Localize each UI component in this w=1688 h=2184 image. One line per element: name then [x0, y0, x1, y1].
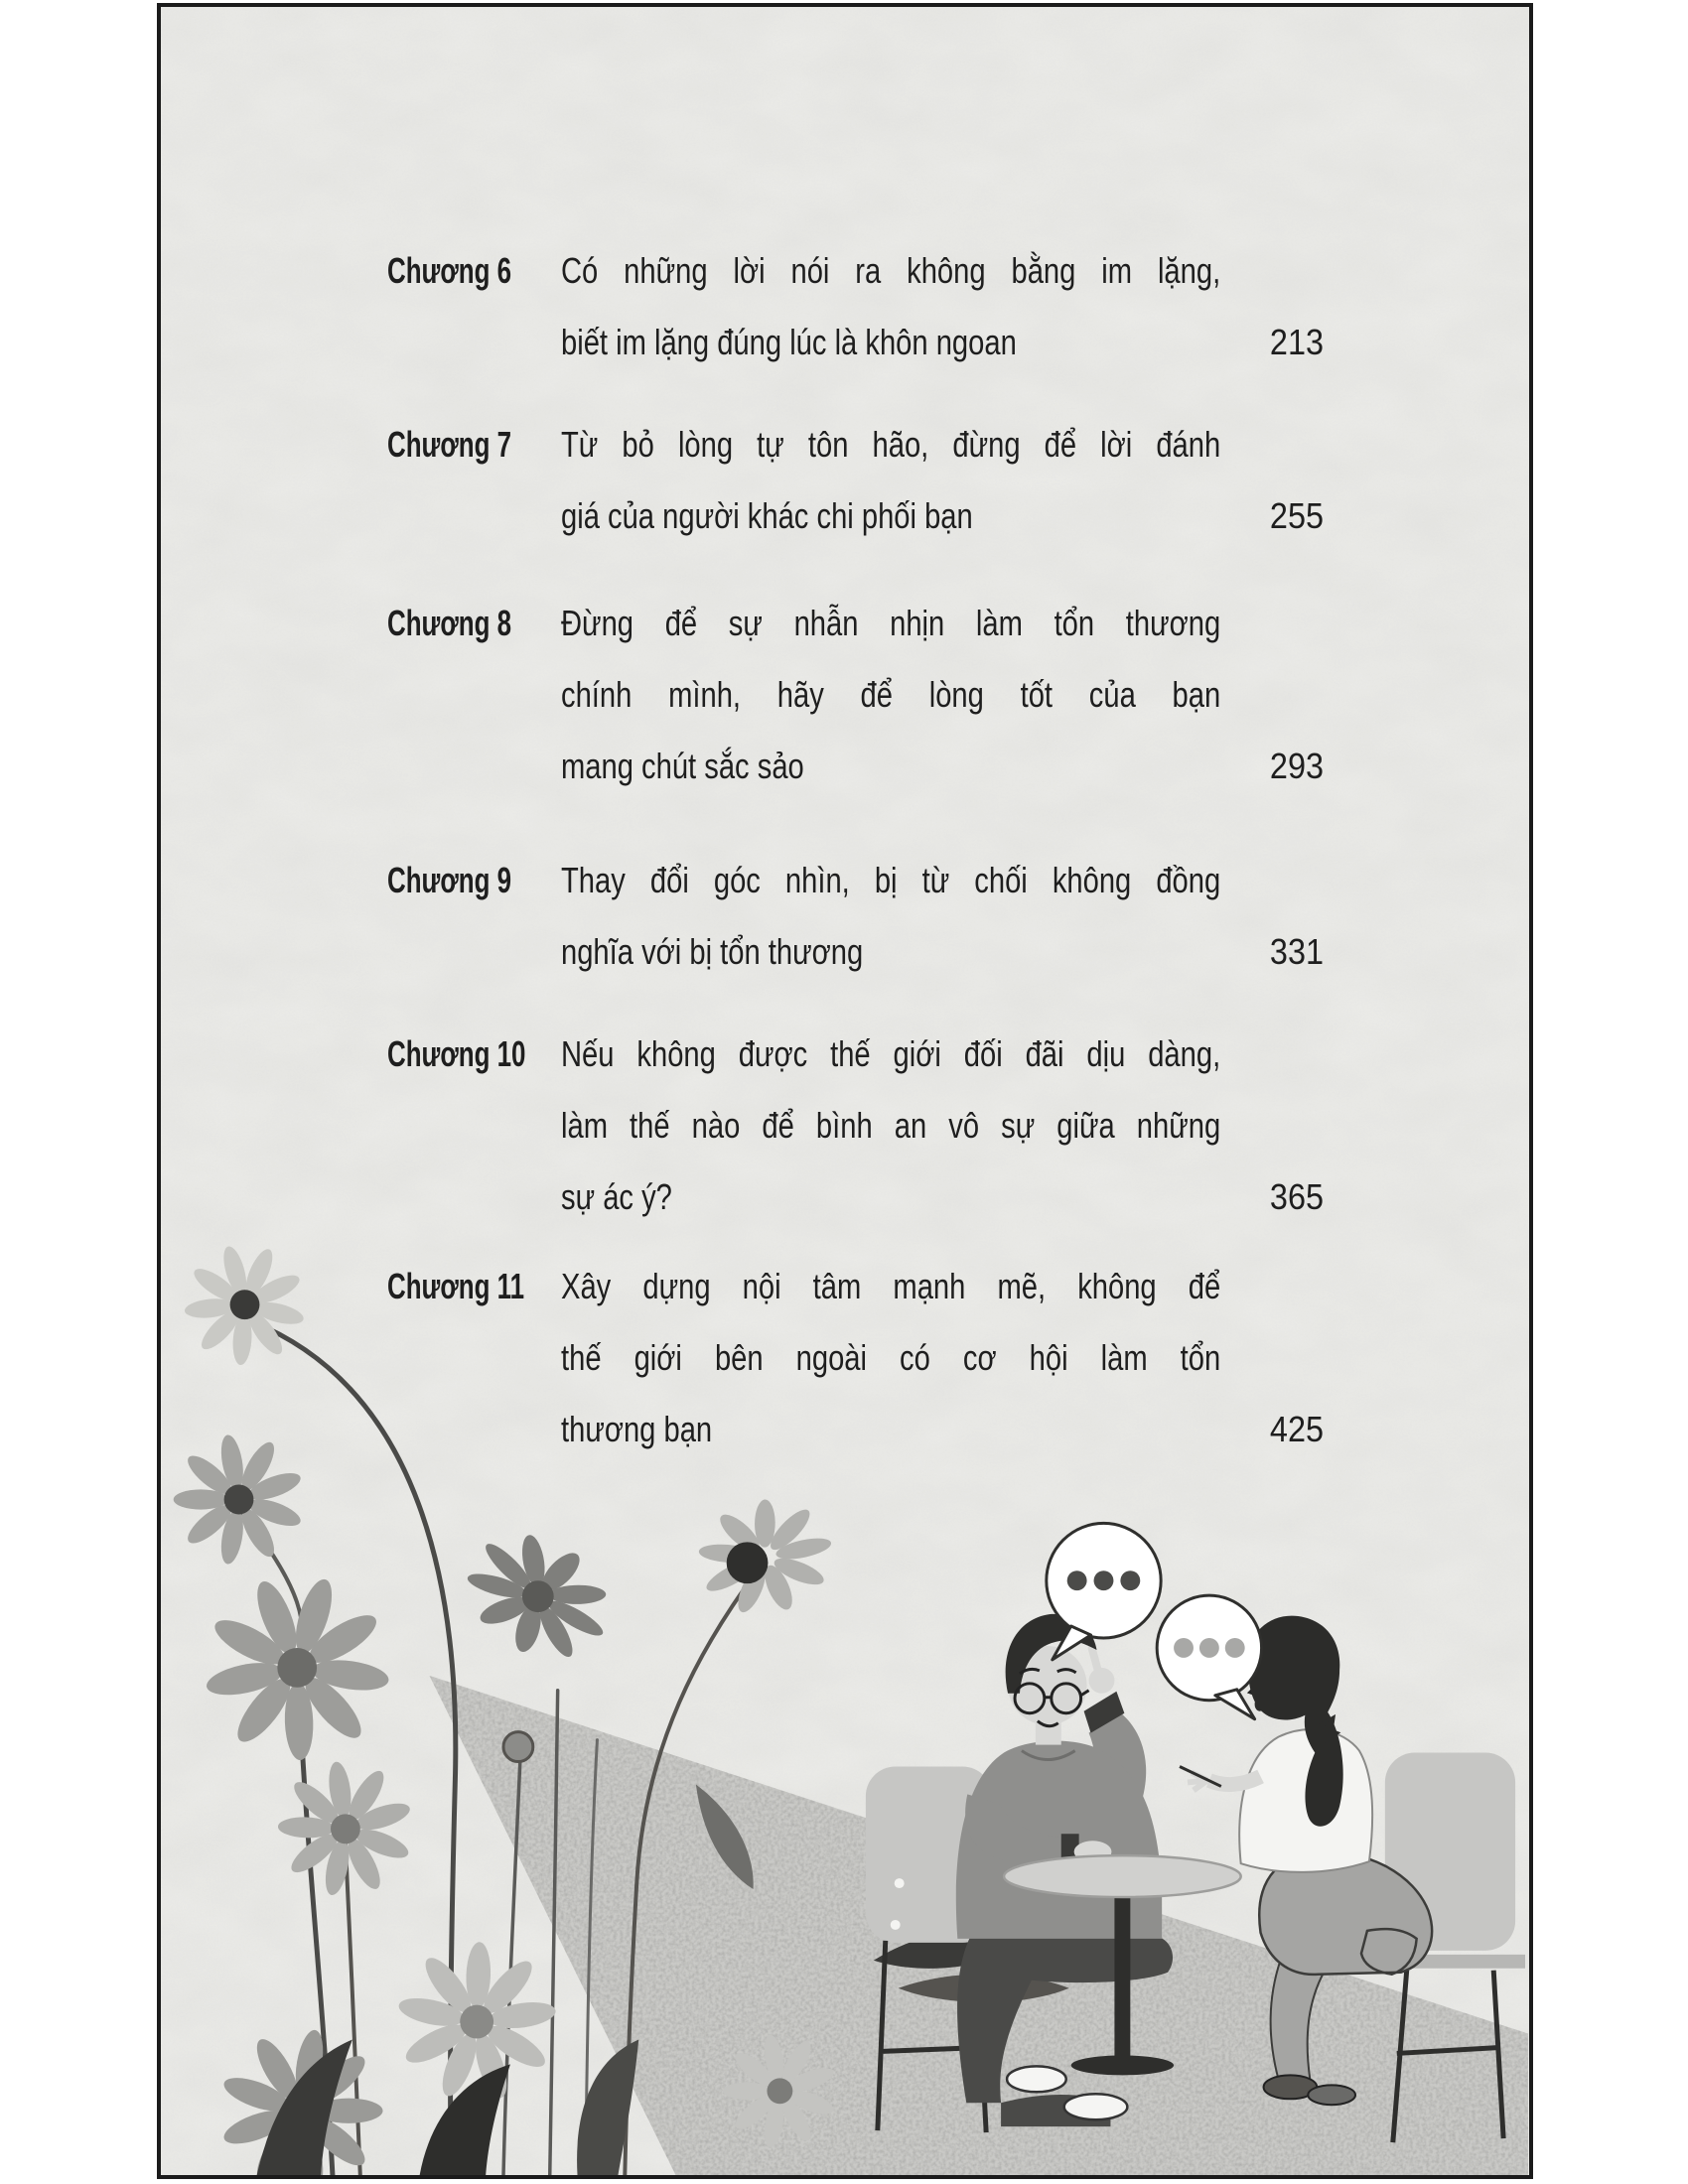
chapter-title-line: Xây dựng nội tâm mạnh mẽ, không để [561, 1266, 1221, 1306]
toc-entry [387, 588, 1324, 802]
chapter-title [561, 1251, 1220, 1465]
chapter-title-line: làm thế nào để bình an vô sự giữa những [561, 1105, 1221, 1146]
chapter-title-line: thương bạn [561, 1409, 713, 1449]
chapter-title-line: sự ác ý? [561, 1176, 672, 1217]
chapter-title [561, 235, 1220, 378]
chapter-title-line: chính mình, hãy để lòng tốt của bạn [561, 674, 1221, 715]
chapter-label: Chương 10 [387, 1033, 526, 1074]
chapter-page-number: 293 [1269, 746, 1324, 786]
chapter-title-line: Đừng để sự nhẫn nhịn làm tổn thương [561, 603, 1221, 643]
chapter-page-number: 365 [1269, 1176, 1324, 1217]
toc-entry [387, 409, 1324, 552]
chapter-page-number: 425 [1269, 1409, 1324, 1449]
chapter-title-line: biết im lặng đúng lúc là khôn ngoan [561, 322, 1017, 362]
chapter-label: Chương 7 [387, 424, 512, 465]
chapter-title-line: mang chút sắc sảo [561, 746, 804, 786]
chapter-page-number: 213 [1269, 322, 1324, 362]
chapter-label: Chương 11 [387, 1266, 525, 1306]
chapter-title [561, 1019, 1220, 1233]
chapter-title-line: giá của người khác chi phối bạn [561, 495, 973, 536]
toc-entry [387, 1019, 1324, 1233]
toc-entry [387, 1251, 1324, 1465]
chapter-page-number: 331 [1269, 931, 1324, 972]
chapter-label: Chương 8 [387, 603, 512, 643]
chapter-title-line: Nếu không được thế giới đối đãi dịu dàng, [561, 1033, 1221, 1074]
chapter-title-line: Có những lời nói ra không bằng im lặng, [561, 250, 1221, 291]
chapter-title [561, 588, 1220, 802]
chapter-label: Chương 6 [387, 250, 512, 291]
chapter-title [561, 409, 1220, 552]
toc-entry [387, 845, 1324, 988]
chapter-title-line: Từ bỏ lòng tự tôn hão, đừng để lời đánh [561, 424, 1221, 465]
chapter-page-number: 255 [1269, 495, 1324, 536]
chapter-title-line: thế giới bên ngoài có cơ hội làm tổn [561, 1337, 1221, 1378]
toc-entry [387, 235, 1324, 378]
chapter-title [561, 845, 1220, 988]
chapter-title-line: Thay đổi góc nhìn, bị từ chối không đồng [561, 860, 1221, 900]
chapter-title-line: nghĩa với bị tổn thương [561, 931, 864, 972]
chapter-label: Chương 9 [387, 860, 512, 900]
